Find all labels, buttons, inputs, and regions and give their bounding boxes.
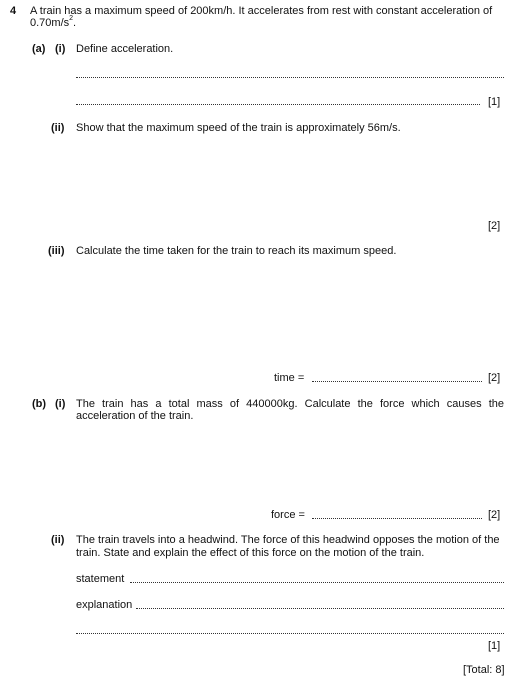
force-answer-label: force = [271, 509, 305, 521]
statement-answer-line[interactable] [130, 582, 504, 583]
part-b-ii-text-line1: The train travels into a headwind. The force of this headwind opposes the motion of the [76, 534, 500, 546]
time-answer-label: time = [274, 372, 305, 384]
part-b-i-text-line1: The train has a total mass of 440000kg. Calculate the force which causes the [76, 398, 504, 410]
question-number: 4 [10, 5, 17, 17]
explanation-label: explanation [76, 599, 133, 611]
part-a-label: (a) [32, 43, 46, 55]
part-b-label: (b) [32, 398, 47, 410]
mark-a-i: [1] [488, 96, 501, 108]
acceleration-exponent: 2 [69, 15, 74, 23]
part-b-i-label: (i) [55, 398, 66, 410]
part-b-i-text-line2: acceleration of the train. [76, 410, 194, 422]
explanation-answer-line-2[interactable] [76, 633, 504, 634]
total-marks: [Total: 8] [463, 664, 505, 676]
acceleration-value: 0.70m/s [30, 17, 70, 29]
question-stem-line1: A train has a maximum speed of 200km/h. It accelerates from rest with constant acceleration of [30, 5, 493, 17]
mark-b-i: [2] [488, 509, 501, 521]
part-b-ii-text-line2: train. State and explain the effect of this force on the motion of the train. [76, 547, 425, 559]
statement-label: statement [76, 573, 125, 585]
part-a-i-text: Define acceleration. [76, 43, 174, 55]
force-answer-line[interactable] [312, 518, 482, 519]
answer-line-a-i-2[interactable] [76, 104, 480, 105]
mark-a-iii: [2] [488, 372, 501, 384]
part-a-ii-label: (ii) [51, 122, 65, 134]
part-b-ii-label: (ii) [51, 534, 65, 546]
question-stem-line2 [30, 17, 76, 29]
answer-line-a-i-1[interactable] [76, 77, 504, 78]
stem-full-stop: . [73, 17, 77, 29]
mark-a-ii: [2] [488, 220, 501, 232]
part-a-iii-label: (iii) [48, 245, 65, 257]
time-answer-line[interactable] [312, 381, 482, 382]
mark-b-ii: [1] [488, 640, 501, 652]
part-a-iii-text: Calculate the time taken for the train to reach its maximum speed. [76, 245, 397, 257]
explanation-answer-line-1[interactable] [136, 608, 504, 609]
part-a-ii-text: Show that the maximum speed of the train is approximately 56m/s. [76, 122, 401, 134]
part-a-i-label: (i) [55, 43, 66, 55]
